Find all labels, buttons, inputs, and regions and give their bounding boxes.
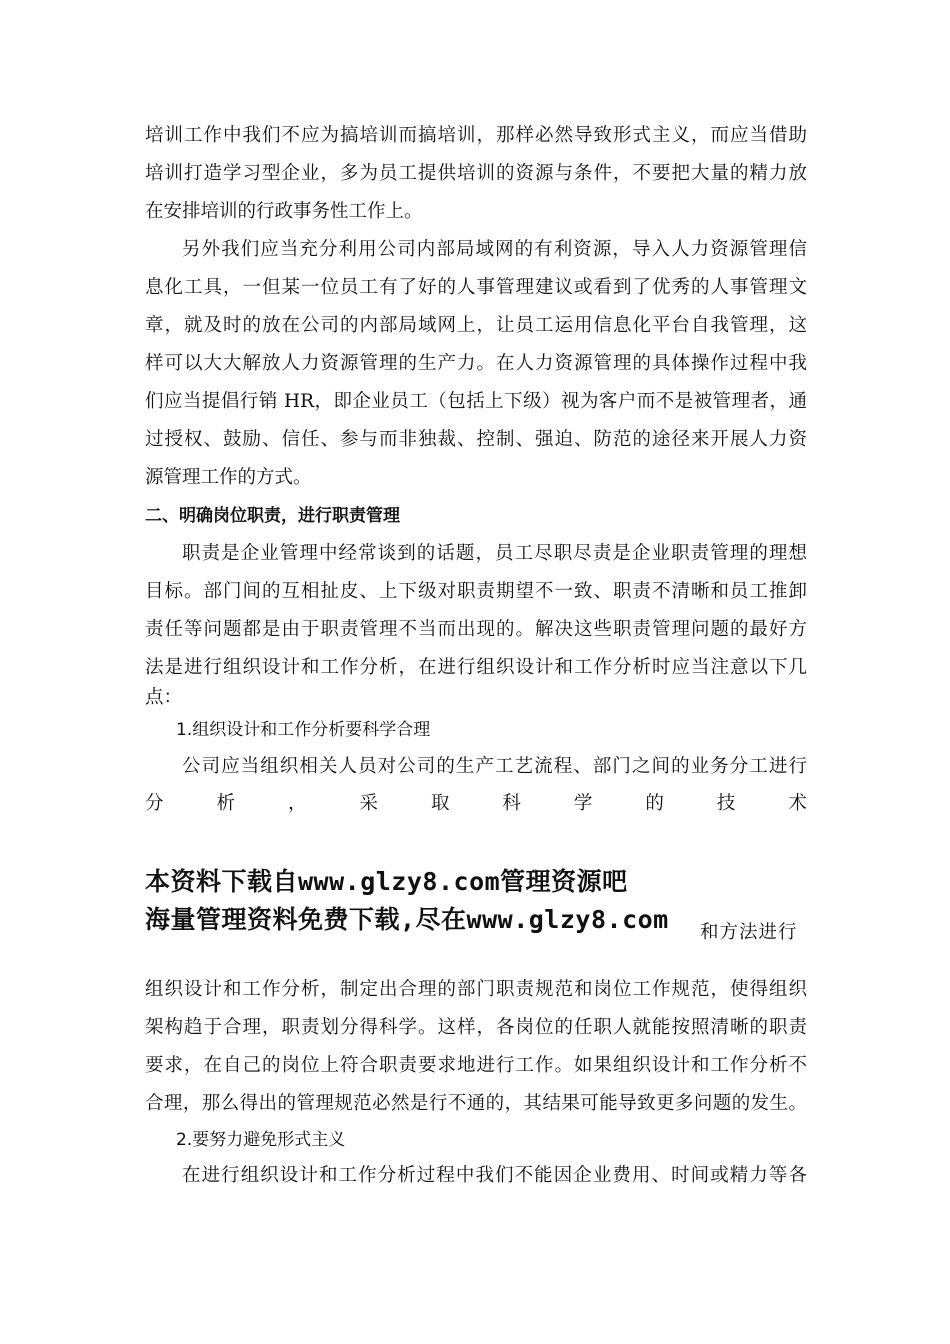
paragraph-line: 培训打造学习型企业，多为员工提供培训的资源与条件，不要把大量的精力放: [145, 163, 807, 184]
paragraph-line: 点：: [145, 687, 183, 708]
banner-line-1: 本资料下载自www.glzy8.com管理资源吧: [145, 867, 628, 896]
paragraph-line: 合理，那么得出的管理规范必然是行不通的，其结果可能导致更多问题的发生。: [145, 1093, 807, 1114]
paragraph-line: 另外我们应当充分利用公司内部局域网的有利资源，导入人力资源管理信: [182, 239, 807, 260]
paragraph-line: 公司应当组织相关人员对公司的生产工艺流程、部门之间的业务分工进行: [182, 756, 807, 777]
spread-line: [145, 792, 807, 816]
spread-word: 的: [645, 793, 664, 814]
spread-word: 采: [359, 793, 378, 814]
paragraph-line: 章，就及时的放在公司的内部局域网上，让员工运用信息化平台自我管理，这: [145, 315, 807, 336]
paragraph-line: 息化工具，一但某一位员工有了好的人事管理建议或看到了优秀的人事管理文: [145, 277, 807, 298]
paragraph-line: 要求，在自己的岗位上符合职责要求地进行工作。如果组织设计和工作分析不: [145, 1055, 807, 1076]
banner-tail-text: 和方法进行: [700, 922, 798, 943]
paragraph-line: 职责是企业管理中经常谈到的话题，员工尽职尽责是企业职责管理的理想: [182, 543, 807, 564]
spread-word: 分: [145, 793, 164, 814]
section-heading: 二、明确岗位职责，进行职责管理: [145, 506, 400, 526]
paragraph-line: 在安排培训的行政事务性工作上。: [145, 201, 423, 222]
spread-word: 取: [430, 793, 450, 814]
paragraph-line: 过授权、鼓励、信任、参与而非独裁、控制、强迫、防范的途径来开展人力资: [145, 429, 807, 450]
banner-line-2: 海量管理资料免费下载,尽在www.glzy8.com: [145, 905, 669, 934]
paragraph-line: 们应当提倡行销 HR，即企业员工（包括上下级）视为客户而不是被管理者，通: [145, 391, 807, 412]
paragraph-line: 架构趋于合理，职责划分得科学。这样，各岗位的任职人就能按照清晰的职责: [145, 1017, 807, 1038]
paragraph-line: 责任等问题都是由于职责管理不当而出现的。解决这些职责管理问题的最好方: [145, 619, 807, 640]
paragraph-line: 法是进行组织设计和工作分析，在进行组织设计和工作分析时应当注意以下几: [145, 657, 807, 678]
spread-word: 术: [788, 793, 807, 814]
paragraph-line: 培训工作中我们不应为搞培训而搞培训，那样必然导致形式主义，而应当借助: [145, 125, 807, 146]
paragraph-line: 组织设计和工作分析，制定出合理的部门职责规范和岗位工作规范，使得组织: [145, 979, 807, 1000]
paragraph-line: 目标。部门间的互相扯皮、上下级对职责期望不一致、职责不清晰和员工推卸: [145, 581, 807, 602]
paragraph-line: 在进行组织设计和工作分析过程中我们不能因企业费用、时间或精力等各: [182, 1165, 807, 1186]
spread-word: 技: [716, 793, 736, 814]
subsection-heading: 2.要努力避免形式主义: [176, 1130, 346, 1150]
spread-word: 学: [573, 793, 593, 814]
spread-word: 析: [216, 793, 235, 814]
subsection-heading: 1.组织设计和工作分析要科学合理: [176, 720, 431, 740]
paragraph-line: 源管理工作的方式。: [145, 467, 312, 488]
spread-word: 科: [502, 793, 521, 814]
spread-word: ，: [287, 793, 307, 814]
paragraph-line: 样可以大大解放人力资源管理的生产力。在人力资源管理的具体操作过程中我: [145, 353, 807, 374]
